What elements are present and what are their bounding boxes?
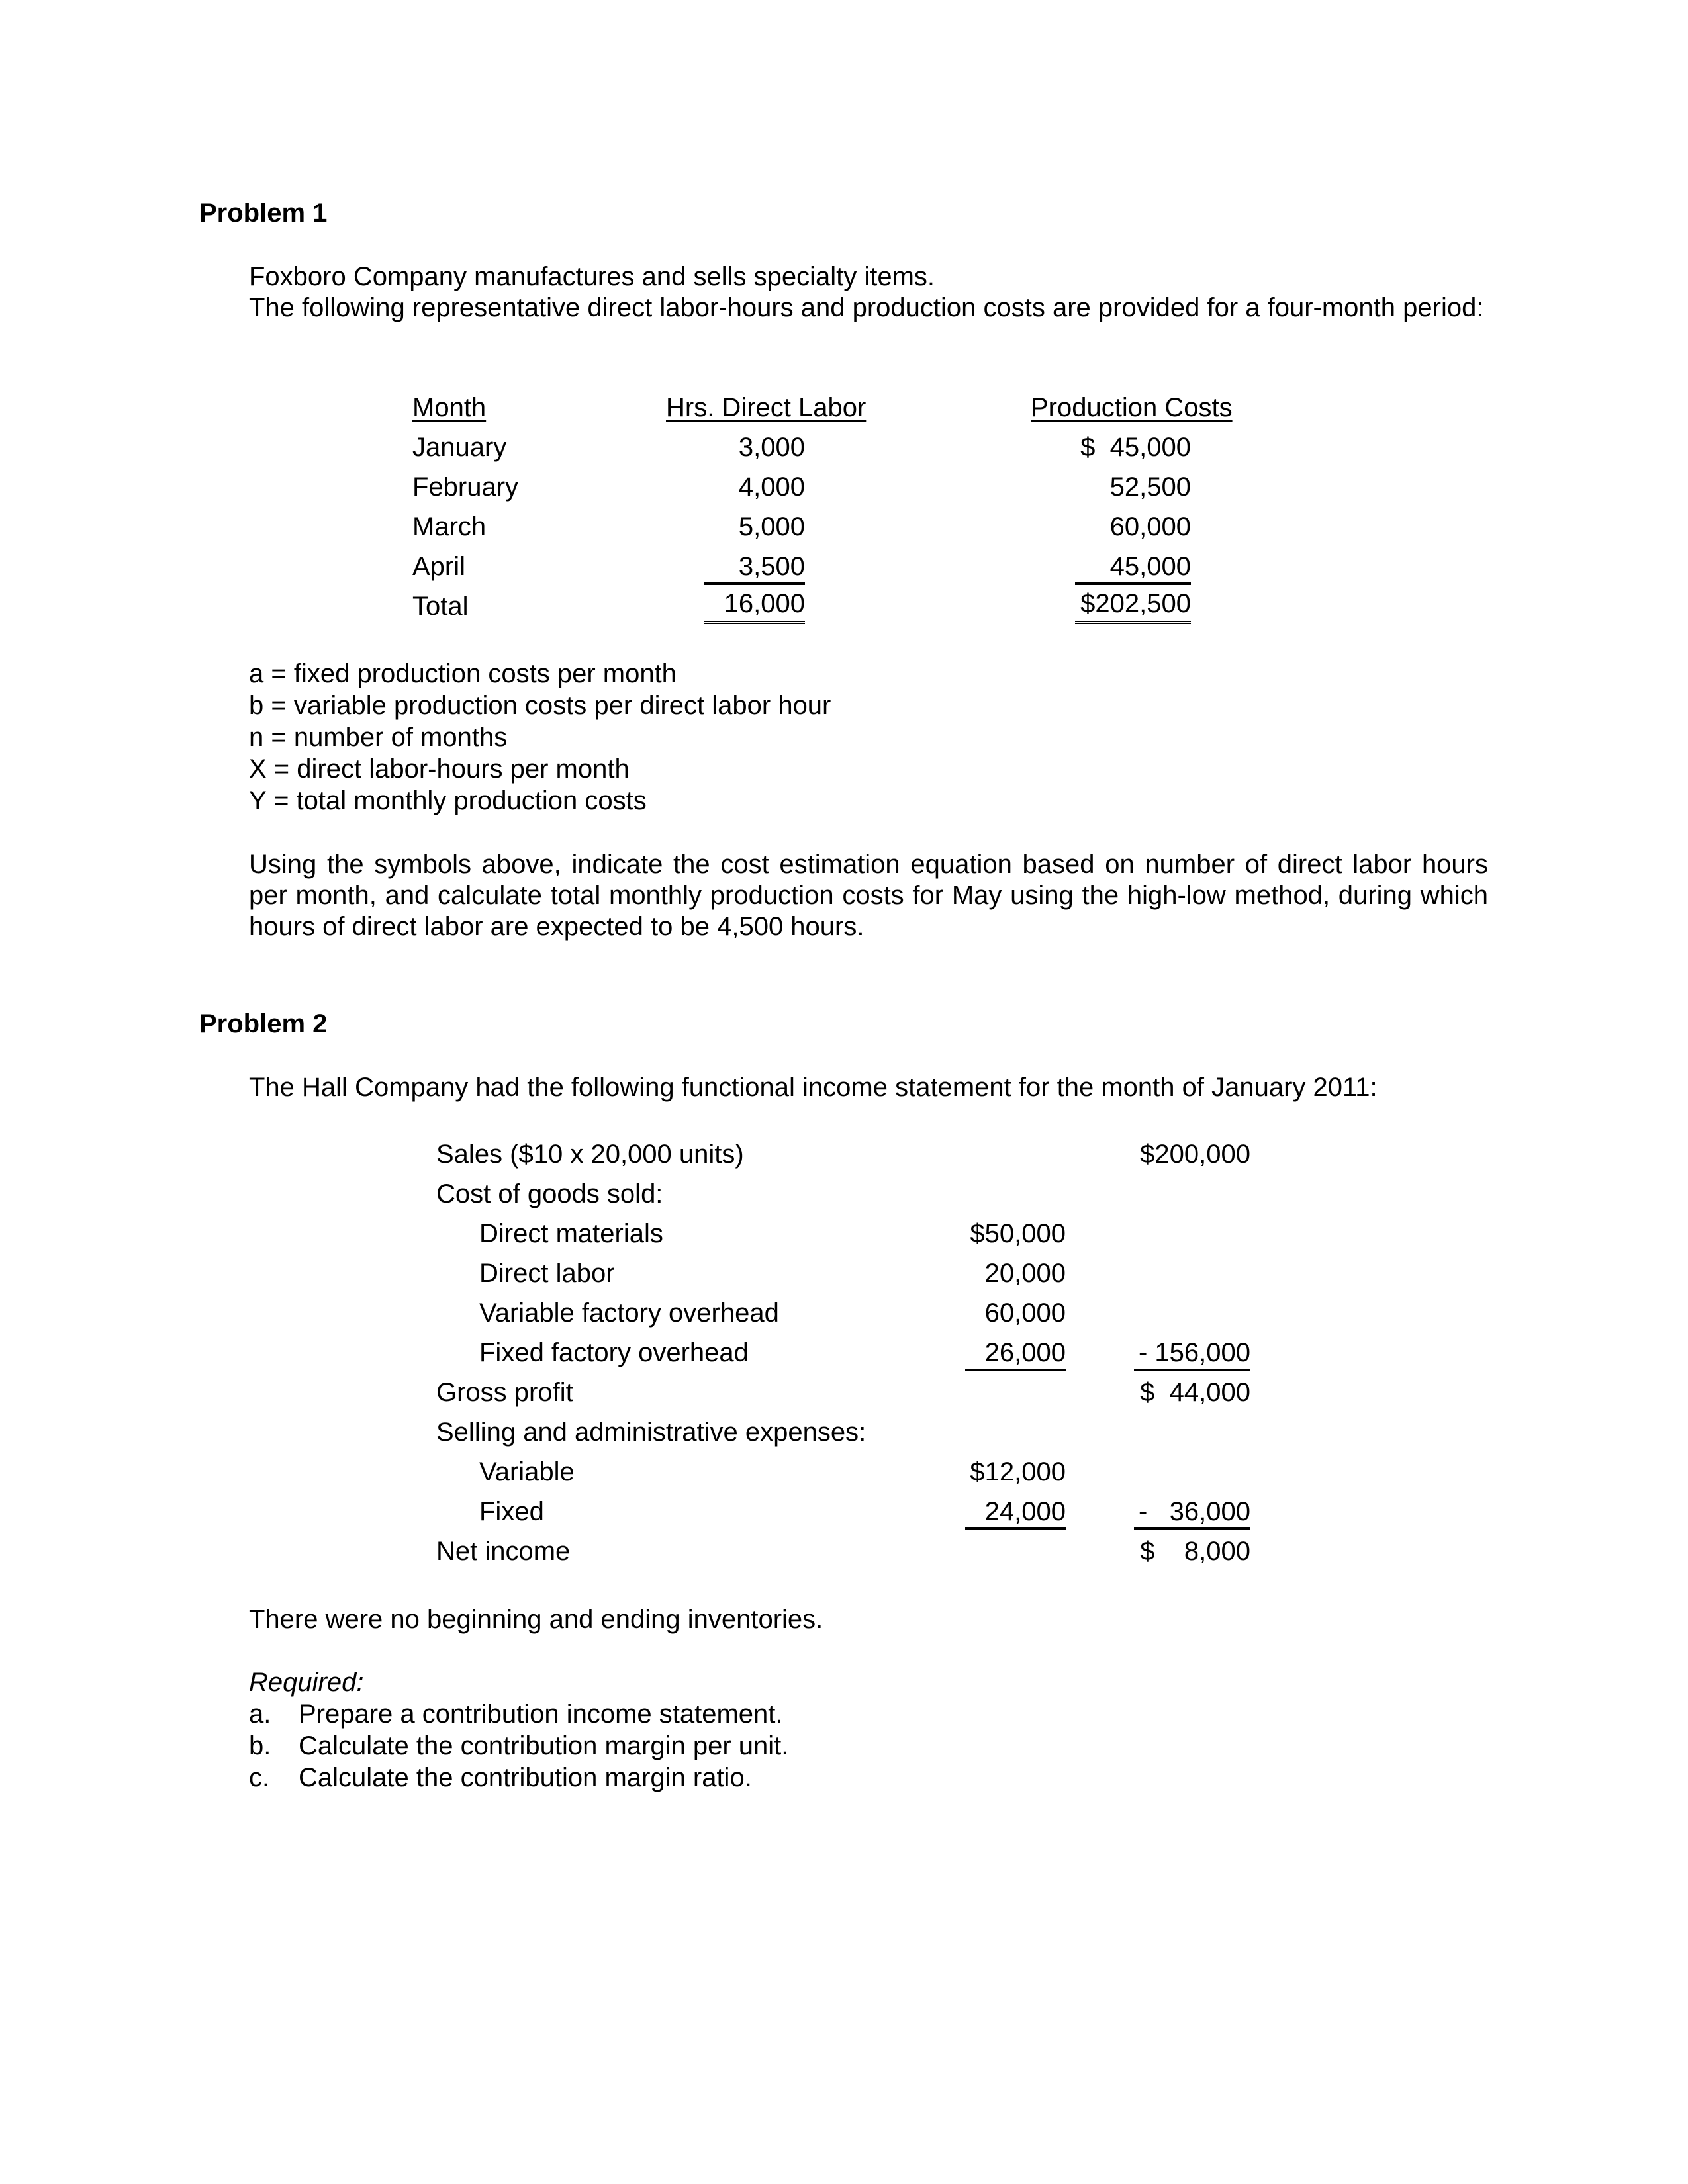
required-label: Required: <box>249 1668 364 1697</box>
problem-2-heading: Problem 2 <box>199 1009 328 1038</box>
problem-1-intro <box>249 261 1488 324</box>
statement-label: Gross profit <box>436 1378 573 1407</box>
statement-amount: 26,000 <box>965 1337 1066 1371</box>
definition-x: X = direct labor-hours per month <box>249 754 630 784</box>
statement-label: Direct materials <box>479 1219 663 1248</box>
total-costs: $202,500 <box>1075 588 1191 624</box>
statement-amount: 20,000 <box>984 1259 1066 1288</box>
statement-amount: 60,000 <box>984 1298 1066 1328</box>
problem-1-question: Using the symbols above, indicate the cost estimation equation based on number of direct labor hours per month, and calculate total monthly production costs for May using the high-low method, during which hours of direct labor are expected to be 4,500 hours. <box>249 850 1488 941</box>
required-marker: c. <box>249 1763 270 1792</box>
statement-label: Direct labor <box>479 1259 615 1288</box>
header-costs-label: Production Costs <box>1031 393 1233 422</box>
definition-b: b = variable production costs per direct labor hour <box>249 691 831 720</box>
statement-label: Fixed factory overhead <box>479 1338 749 1367</box>
row-month: April <box>412 552 466 581</box>
header-month-label: Month <box>412 393 487 422</box>
required-marker: b. <box>249 1731 271 1760</box>
row-costs: $ 45,000 <box>1080 433 1191 462</box>
problem-2-intro: The Hall Company had the following functional income statement for the month of January 2011: <box>249 1073 1378 1102</box>
row-costs: 52,500 <box>1109 473 1191 502</box>
header-hours <box>666 392 866 424</box>
row-month: February <box>412 473 519 502</box>
inventory-note: There were no beginning and ending inventories. <box>249 1605 823 1634</box>
required-text: Prepare a contribution income statement. <box>299 1700 783 1729</box>
row-hours: 3,500 <box>704 551 805 585</box>
statement-total: - 36,000 <box>1134 1496 1250 1530</box>
row-hours: 4,000 <box>738 473 805 502</box>
statement-label: Net income <box>436 1537 571 1566</box>
statement-amount: $12,000 <box>970 1457 1066 1486</box>
required-text: Calculate the contribution margin per unit. <box>299 1731 789 1760</box>
row-hours: 5,000 <box>738 512 805 541</box>
intro-line-1: Foxboro Company manufactures and sells specialty items. <box>249 262 935 291</box>
statement-total: - 156,000 <box>1134 1337 1250 1371</box>
definition-n: n = number of months <box>249 723 508 752</box>
problem-1-heading: Problem 1 <box>199 199 328 228</box>
row-month: March <box>412 512 487 541</box>
statement-total: $ 8,000 <box>1140 1537 1250 1566</box>
statement-total: $200,000 <box>1140 1140 1250 1169</box>
row-costs: 45,000 <box>1075 551 1191 585</box>
statement-amount: $50,000 <box>970 1219 1066 1248</box>
row-month: January <box>412 433 507 462</box>
definition-a: a = fixed production costs per month <box>249 659 677 688</box>
statement-label: Cost of goods sold: <box>436 1179 663 1208</box>
row-costs: 60,000 <box>1109 512 1191 541</box>
header-costs <box>1031 392 1233 424</box>
definition-y: Y = total monthly production costs <box>249 786 647 815</box>
header-hours-label: Hrs. Direct Labor <box>666 393 867 422</box>
statement-label: Variable factory overhead <box>479 1298 779 1328</box>
row-hours: 3,000 <box>738 433 805 462</box>
required-text: Calculate the contribution margin ratio. <box>299 1763 752 1792</box>
statement-label: Sales ($10 x 20,000 units) <box>436 1140 744 1169</box>
total-hours: 16,000 <box>704 588 805 624</box>
intro-line-2: The following representative direct labor-hours and production costs are provided for a four-month period: <box>249 293 1484 322</box>
required-marker: a. <box>249 1700 271 1729</box>
statement-total: $ 44,000 <box>1140 1378 1250 1407</box>
total-label: Total <box>412 592 469 621</box>
statement-amount: 24,000 <box>965 1496 1066 1530</box>
statement-label: Fixed <box>479 1497 544 1526</box>
statement-label: Selling and administrative expenses: <box>436 1418 867 1447</box>
statement-label: Variable <box>479 1457 575 1486</box>
header-month <box>412 392 486 424</box>
